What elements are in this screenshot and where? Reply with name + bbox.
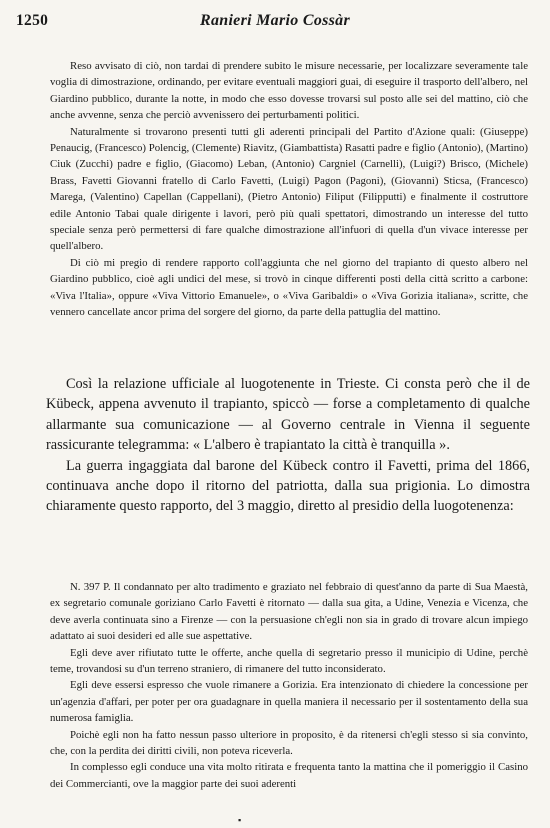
report-paragraph: In complesso egli conduce una vita molto ritirata e frequenta tanto la mattina che il pomeriggio il Casino dei Commercianti, ove la maggior parte dei suoi aderenti xyxy=(50,761,528,790)
narrative-paragraph: La guerra ingaggiata dal barone del Kübeck contro il Favetti, prima del 1866, continuava anche dopo il ritorno del patriotta, dalla sua prigionia. Lo dimostra chiaramente questo rapporto, del 3 maggio, diretto al presidio della luogotenenza: xyxy=(46,457,530,515)
page-number: 1250 xyxy=(16,12,49,29)
quote-paragraph: Di ciò mi pregio di rendere rapporto coll'aggiunta che nel giorno del trapianto di questo albero nel Giardino pubblico, cioè agli undici del mese, si trovò in cinque differenti posti della città scritto a carbone: «Viva l'Italia», oppure «Viva Vittorio Emanuele», o «Viva Garibaldi» o «Viva Gorizia italiana», scritte, che vennero cancellate ancor prima del sorgere del giorno, da parte della pattuglia del mattino. xyxy=(50,256,528,319)
narrative-paragraph: Così la relazione ufficiale al luogotenente in Trieste. Ci consta però che il de Kübeck, appena avvenuto il trapianto, spiccò — forse a completamento di qualche allarmante sua comunicazione — al Governo centrale in Vienna il seguente rassicurante telegramma: « L'albero è trapiantato la città è tranquilla ». xyxy=(46,376,530,454)
page-header xyxy=(16,12,534,36)
quoted-report-block xyxy=(50,58,528,321)
report-paragraph: N. 397 P. Il condannato per alto tradimento e graziato nel febbraio di quest'anno da parte di Sua Maestà, ex segretario comunale goriziano Carlo Favetti è ritornato — dalla sua gita, a Udine, Venezia e Vicenza, che deve averla continuata sino a Firenze — con la persuasione ch'egli non sia in grado di trovare alcun impiego adattato ai suoi desideri ed alle sue aspettative. xyxy=(50,581,528,643)
running-title: Ranieri Mario Cossàr xyxy=(199,12,351,29)
report-paragraph: Poichè egli non ha fatto nessun passo ulteriore in proposito, è da ritenersi ch'egli stesso si sia convinto, che, con la perdita dei diritti civili, non poteva riceverla. xyxy=(50,728,528,758)
quote-paragraph: Naturalmente si trovarono presenti tutti gli aderenti principali del Partito d'Azione quali: (Giuseppe) Penaucig, (Francesco) Polencig, (Clemente) Riavitz, (Giambattista) Rasatti padre e figlio (Antonio), (Martino) Ciuk (Zucchi) padre e figlio, (Giacomo) Leban, (Antonio) Cargniel (Carnelli), (Luigi?) Brisco, (Michele) Brass, Favetti Giovanni fratello di Carlo Favetti, (Luigi) Pagon (Pagoni), (Giovanni) Sticsa, (Francesco) Marega, (Valentino) Capellan (Cappellani), (Pietro Antonio) Filiput (Filipputti) e finalmente il costruttore edile Antonio Tabai quale dirigente i lavori, però più quali spettatori, dimostrando un interesse del tutto speciale senza però permettersi di fare qualche dimostrazione all'infuori di quella d'un vivace interesse per quell'albero. xyxy=(50,125,528,253)
report-paragraph: Egli deve essersi espresso che vuole rimanere a Gorizia. Era intenzionato di chiedere la concessione per un'agenzia d'affari, per poter per ora guadagnare in quella maniera il necessario per il sostentamento della sua numerosa famiglia. xyxy=(50,679,528,725)
report-paragraph: Egli deve aver rifiutato tutte le offerte, anche quella di segretario presso il municipio di Udine, perchè teme, trovandosi su d'un terreno straniero, di rimanere del tutto inconsiderato. xyxy=(50,646,528,676)
quote-paragraph: Reso avvisato di ciò, non tardai di prendere subito le misure necessarie, per localizzare severamente tale voglia di dimostrazione, ordinando, per evitare eventuali maggiori guai, di eseguire il trasporto dell'albero, nel Giardino pubblico, durante la notte, in modo che esso dovesse trovarsi sul posto alle sei del mattino, ciò che anche avvenne, senza che perciò avvenissero dei perturbamenti politici. xyxy=(50,60,528,122)
page-footer-mark: ▪ xyxy=(238,815,242,825)
narrative-block xyxy=(46,374,530,517)
quoted-report-block-2 xyxy=(50,579,528,792)
